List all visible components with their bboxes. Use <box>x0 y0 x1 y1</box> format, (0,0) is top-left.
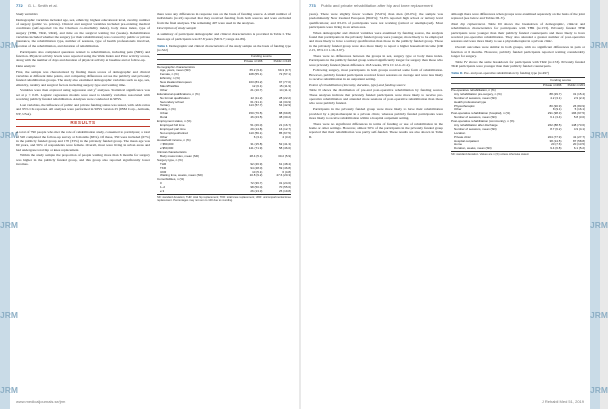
running-head-text: Public and private rehabilitation after hip and knee replacement <box>320 3 433 8</box>
public-value: 14 (11.1) <box>279 87 291 92</box>
private-value: 46 (23.5) <box>250 115 263 120</box>
table-col-header: Private n=196 <box>232 60 262 65</box>
subheading: Study variables <box>16 12 38 16</box>
table-notes: SD: standard deviation; THR: total hip replacement; TKR: total knee replacement; UKR: unicompartmental knee replacement. Percentages may not sum to 100 due to rounding. <box>157 195 291 203</box>
row-label: Number of sessions, mean (SD) <box>454 115 497 120</box>
left-column-2 <box>157 12 291 205</box>
private-value: 4.2 (3.1) <box>550 95 562 100</box>
row-label: Physiotherapist <box>454 103 475 108</box>
running-head <box>309 3 433 8</box>
row-label: < $50,000 <box>160 142 174 147</box>
band-label: JRM <box>0 310 18 320</box>
row-label: Rural <box>160 115 168 120</box>
row-label: Ethnicity, n (%) <box>160 76 180 81</box>
private-value: 10.8 (9.2) <box>249 173 263 178</box>
row-label: THR <box>160 161 167 166</box>
public-value: 69.3 (9.7) <box>278 68 291 73</box>
row-label: Educational qualifications, n (%) <box>157 91 200 96</box>
page-number: 772 <box>16 3 23 8</box>
row-label: Pre-operative rehabilitation, n (%) <box>451 87 496 92</box>
band-label: JRM <box>0 385 18 395</box>
table-caption <box>157 44 291 52</box>
public-value: 16 (12.7) <box>278 126 291 131</box>
private-value: 12 (6.1) <box>252 83 263 88</box>
public-value: 97 (77.0) <box>278 80 291 85</box>
subheading: Extent of rehabilitation (intensity, duration, type) and funding source <box>309 82 406 87</box>
left-page <box>0 0 299 409</box>
footer-citation: J Rehabil Med 51, 2019 <box>541 399 584 404</box>
row-label: Female, n (%) <box>160 72 179 77</box>
row-label: Other <box>454 107 462 112</box>
right-side-band <box>590 0 608 409</box>
band-label: JRM <box>0 220 18 230</box>
table-group-header: Funding source <box>536 78 585 83</box>
table-notes: SD: standard deviation. Values are n (%) unless otherwise stated. <box>451 153 530 157</box>
public-value: 5 (16.1) <box>574 107 585 112</box>
row-label: Post-operative rehabilitation (hospital), n (%) <box>451 111 511 116</box>
right-column-1 <box>309 12 443 140</box>
private-value: 61 (31.1) <box>250 99 263 104</box>
running-head-text: G. L. Smith et al. <box>27 3 58 8</box>
subheading: Data analysis <box>16 63 36 68</box>
public-value: 38 (30.2) <box>278 115 291 120</box>
private-value: 110 (56.1) <box>248 130 263 135</box>
private-value: 22 (11.2) <box>250 95 263 100</box>
public-value: 20 (13.5) <box>572 142 585 147</box>
paragraph: Variables were then explored using regression and χ² analyses. Statistical significance was set at p < 0.05. Logistic regression models were used to identify variables associated with receiving publicly funded rehabilitation. Analyses were conducted in SPSS. <box>16 88 150 102</box>
public-value: 30.2 (5.9) <box>278 154 291 159</box>
subheading: Total hip replacement. <box>451 22 486 27</box>
private-value: 38 (14.5) <box>549 138 562 143</box>
row-label: Home <box>454 142 463 147</box>
private-value: 113 (57.7) <box>248 103 263 108</box>
private-value: 26 (13.3) <box>232 190 262 194</box>
row-label: No formal qualification <box>160 95 190 100</box>
table-col-header: Private n=296 <box>536 83 561 88</box>
footer-url: www.medicaljournals.se/jrm <box>16 399 66 404</box>
public-value: 26 (83.9) <box>572 103 585 108</box>
private-value: 6.1 (3.4) <box>550 115 562 120</box>
table-label: Table II. <box>451 71 464 76</box>
public-value: 70 (55.6) <box>278 185 291 190</box>
row-label: Private clinic <box>454 134 471 139</box>
public-value: 25 (19.8) <box>262 190 291 194</box>
row-label: Duration, weeks, mean (SD) <box>451 147 536 151</box>
right-page <box>301 0 608 409</box>
public-value: 58 (46.0) <box>278 146 291 151</box>
band-label: JRM <box>590 130 608 140</box>
public-value: 41 (27.7) <box>572 134 585 139</box>
row-label: Location <box>454 130 466 135</box>
table-1 <box>157 44 291 203</box>
paragraph: A summary of participant demographic and clinical characteristics is provided in Table I. The mean age of participants was 67.8 years (SD 9.7; range 44–89). <box>157 32 291 41</box>
paragraph: Table II shows the distribution of pre-and post-operative rehabilitation by funding source. These analyses indicate that privately funded participants were more likely to receive pre-operative rehabilitation and attended more sessions of post-operative rehabilitation than those who were publicly funded. <box>309 88 443 106</box>
row-label: Tertiary <box>160 103 170 108</box>
row-label: Comorbidities, n (%) <box>157 177 185 182</box>
public-value: 27.6 (20.3) <box>276 173 291 178</box>
row-label: Other <box>160 134 168 139</box>
paragraph: When demographic and clinical variables were examined by funding source, the analysis found that participants in the privately funded group were younger, more likely to be employed and more likely to have a tertiary qualification than those in the publicly funded group. Those in the privately funded group were also more likely to report a higher household income (OR 2.15, 95% CI 1.16–3.97). <box>309 30 443 53</box>
row-label: Waiting time, weeks, mean (SD) <box>160 173 203 178</box>
page-number: 773 <box>309 3 316 8</box>
paragraph: There were no significant differences in terms of funding or use of rehabilitation in the home or other settings. However, almost 50% of the participants in the privately funded group reported that their rehabilitation was partly self-funded. These results are also shown in Table II. <box>309 121 443 139</box>
row-label: Hospital outpatient <box>454 138 479 143</box>
public-value: 52 (41.3) <box>278 142 291 147</box>
row-label: Any rehabilitation pre-surgery, n (%) <box>454 91 502 96</box>
row-label: ≥ 3 <box>157 190 232 194</box>
paragraph: Overall outcomes were similar in both groups, with no significant differences in pain or function at 6 months. However, publicly funded participants reported waiting considerably longer for surgery. <box>451 45 585 58</box>
table-row <box>157 190 291 194</box>
band-label: JRM <box>590 220 608 230</box>
public-value: 28 (22.2) <box>278 95 291 100</box>
private-value: 72 (36.7) <box>250 181 263 186</box>
private-value: 9.4 (6.8) <box>536 147 561 151</box>
private-value: 8.7 (6.2) <box>550 126 562 131</box>
row-label: Number of sessions, mean (SD) <box>454 95 497 100</box>
public-value: 15 (11.9) <box>279 83 291 88</box>
row-label: Age, years, mean (SD) <box>160 68 191 73</box>
band-label: JRM <box>0 40 18 50</box>
public-value: 85 (67.5) <box>278 130 291 135</box>
paragraph: A total of 790 people who met the role of rehabilitation study, consented to participate; a total of 520 completed the follow-up survey at 6 months (66%). Of these, 350 were included (67%) in the publicly funded group and 170 (33%) in the privately funded group. The mean age was 69 years, and 56% of respondents were female. Overall, most were living in urban areas and had undergone total hip or knee replacement. <box>16 130 150 152</box>
paragraph: First, the sample was characterized by finding mean scores of demographic and clinical variables at different time points, and comparing differences across the publicly and privately funded rehabilitation groups. The study also examined demographic variables such as age, sex, ethnicity, rurality and surgical factors including surgery type and waiting time. <box>16 69 150 87</box>
public-value: 88 (69.8) <box>278 111 291 116</box>
row-label: Post-operative rehabilitation (community), n (%) <box>451 119 515 124</box>
row-label: Other <box>160 87 168 92</box>
row-label: Surgery type, n (%) <box>157 157 183 162</box>
private-value: 6 (3.1) <box>253 134 263 139</box>
band-label: JRM <box>590 385 608 395</box>
private-value: 51 (26.0) <box>250 122 263 127</box>
row-label: Employment status, n (%) <box>157 119 192 123</box>
public-value: 21 (16.7) <box>278 122 291 127</box>
row-label: New Zealand European <box>160 80 192 85</box>
private-value: 88 (29.7) <box>549 91 562 96</box>
row-label: UKR <box>160 169 167 174</box>
public-value: 31 (24.6) <box>278 181 291 186</box>
paragraph: Table IV shows the same breakdown for participants with TKR (n=153). Privately funded TKR participants were younger than their publicly funded counterparts. <box>451 59 585 68</box>
section-heading-results: RESULTS <box>16 119 150 127</box>
row-label: Employed part time <box>160 126 186 131</box>
public-value: 31 (15.4) <box>572 91 585 96</box>
paragraph: Last variables, the influence of public and private funding status was tested, with odds ratios and 95% CIs reported. All analyses were performed in SPSS version 25 (IBM Corp., Armonk, NY, USA). <box>16 102 150 116</box>
paragraph: Demographic variables included age, sex, ethnicity, highest educational level, rurality, number of surgery (public vs. private). Clinical and surgical variables included pre-existing medical conditions (self-reported via the Charlson co-morbidity index), body mass index, type of surgery (THR, TKR, UKR), and time on the surgical waiting list (weeks). Rehabilitation variables included whether the surgery (or their rehabilitation) was covered by public or private insurance, the rehabilitation type, number of sessions, type of health professionals involved, location of the rehabilitation, and duration of rehabilitation. <box>16 17 150 48</box>
row-label: 0 <box>160 181 162 186</box>
private-value: 94 (48.0) <box>250 165 263 170</box>
private-value: 10 (5.1) <box>252 169 263 174</box>
left-side-band <box>0 0 18 409</box>
table-col-header: Public n=126 <box>262 60 291 65</box>
public-value: 4.9 (4.1) <box>573 126 585 131</box>
table-2 <box>451 71 585 156</box>
public-value: 148 (73.6) <box>571 123 585 127</box>
left-column-1 <box>16 12 150 168</box>
private-value: 108 (55.1) <box>248 72 263 77</box>
row-label: Body mass index, mean (SD) <box>160 154 200 159</box>
private-value: 21 (10.7) <box>250 87 263 92</box>
private-value: 92 (46.9) <box>250 161 263 166</box>
public-value: 72 (57.1) <box>278 72 291 77</box>
public-value: 44 (34.9) <box>278 99 291 104</box>
row-label: Not employed/retired <box>160 130 188 135</box>
row-label: Māori/Pasifika <box>160 83 179 88</box>
private-value: 31 (15.8) <box>250 142 263 147</box>
private-value: 65.2 (9.4) <box>249 68 263 73</box>
private-value: 291 (98.3) <box>547 111 562 116</box>
band-label: JRM <box>0 130 18 140</box>
right-column-2 <box>451 12 585 159</box>
table-group-header: Funding source <box>232 54 291 59</box>
paragraph: Participants in the privately funded group were more likely to have their rehabilitation provided by a physiotherapist in a private clinic, whereas publicly funded participants were more likely to receive rehabilitation within a hospital outpatient setting. <box>309 107 443 120</box>
row-label: Household income, n (%) <box>157 138 191 143</box>
public-value: 61 (48.4) <box>278 161 291 166</box>
table-caption <box>451 71 585 75</box>
row-label: ≥ $50,000 <box>160 146 174 151</box>
private-value: 29 (14.8) <box>250 126 263 131</box>
paragraph: There were no differences between the groups in sex, surgery type or body mass index. Participants in the publicly funded group waited significantly longer for surgery than those who were privately funded (mean difference 16.8 weeks, 95% CI 12.4–21.2). <box>309 53 443 67</box>
table-title: Demographic and clinical characteristics of the study sample on the basis of funding type (n=322) <box>157 43 291 52</box>
band-label: JRM <box>590 310 608 320</box>
paragraph: there were any differences in response rate on the basis of funding source. A small number of individuals (n=22) reported that they received funding from both sources and were excluded from the final analyses. The remaining 497 were used in the analyses. <box>157 12 291 25</box>
public-value: 6.1 (5.2) <box>561 147 585 151</box>
paragraph: Participants also completed questions related to rehabilitation, including pain (NRS) and function. Physical activity levels were reported using the Walk Index and Prior activity scores, along with the number of days and duration of physical activity at baseline and at follow-up. <box>16 49 150 63</box>
private-value: 98 (50.0) <box>250 185 263 190</box>
subheading: Description of study sample <box>157 26 197 31</box>
public-value: 4 (3.2) <box>282 134 291 139</box>
private-value: 150 (76.5) <box>248 111 263 116</box>
public-value: 196 (97.5) <box>571 111 585 116</box>
paragraph: Within the study sample the proportion of people waiting more than 6 months for surgery was higher in the publicly funded group, and this group also reported significantly lower incomes. <box>16 153 150 167</box>
public-value: 87 (58.8) <box>572 138 585 143</box>
public-value: 54 (42.9) <box>278 103 291 108</box>
public-value: 6 (4.8) <box>282 169 291 174</box>
table-label: Table I. <box>157 43 169 48</box>
band-label: JRM <box>590 40 608 50</box>
private-value: 141 (71.9) <box>248 146 263 151</box>
running-head <box>16 3 58 8</box>
row-label: 1–2 <box>160 185 166 190</box>
table-col-header: Public n=201 <box>561 83 585 88</box>
paragraph: Following surgery, most participants in both groups received some form of rehabilitation. However, publicly funded participants received fewer sessions on average and were less likely to receive rehabilitation in an outpatient setting. <box>309 68 443 81</box>
private-value: 163 (83.2) <box>248 80 263 85</box>
row-label: Health professional type <box>454 99 487 104</box>
row-label: Number of sessions, mean (SD) <box>454 126 497 131</box>
paragraph: Table III shows the breakdown of demographic, clinical and rehabilitation characteristics for participants with THR (n=153). Privately funded THR participants were younger than their publicly funded counterparts and more likely to have received pre-operative rehabilitation. They also attended a greater number of post-operative sessions and were more likely to see a physiotherapist in a private clinic. <box>451 22 585 44</box>
row-label: Employed full time <box>160 122 185 127</box>
row-label: Any rehabilitation after discharge <box>454 123 498 127</box>
private-value: 28.4 (5.1) <box>249 154 263 159</box>
row-label: Rurality, n (%) <box>157 107 176 112</box>
row-label: Urban <box>160 111 169 116</box>
private-value: 80 (90.9) <box>549 103 562 108</box>
private-value: 20 (7.6) <box>551 142 562 147</box>
row-label: Secondary school <box>160 99 184 104</box>
private-value: 8 (9.1) <box>552 107 562 112</box>
table-row <box>451 147 585 151</box>
paragraph: although there were differences when groups were examined separately on the basis of the joint replaced (see below and Tables III–V). <box>451 12 585 21</box>
public-value: 5.8 (3.0) <box>573 115 585 120</box>
paragraph: years). There were slightly fewer women (55.6%) than men (45.0%); the sample was predominantly New Zealand European (80.6%); 74.0% reported high school or tertiary level qualifications; and 63.4% of participants were not working (retired or unemployed). Most participants were living in an urban area. <box>309 12 443 30</box>
public-value: 59 (46.8) <box>278 165 291 170</box>
row-label: TKR <box>160 165 166 170</box>
private-value: 204 (77.9) <box>547 134 562 139</box>
row-label: Demographic characteristics <box>157 64 195 69</box>
row-label: Clinical characteristics <box>157 150 187 155</box>
private-value: 262 (88.5) <box>547 123 562 127</box>
table-title: Pre- and post-operative rehabilitation by funding type (n=497) <box>464 71 549 76</box>
public-value: 2.9 (2.4) <box>573 95 585 100</box>
